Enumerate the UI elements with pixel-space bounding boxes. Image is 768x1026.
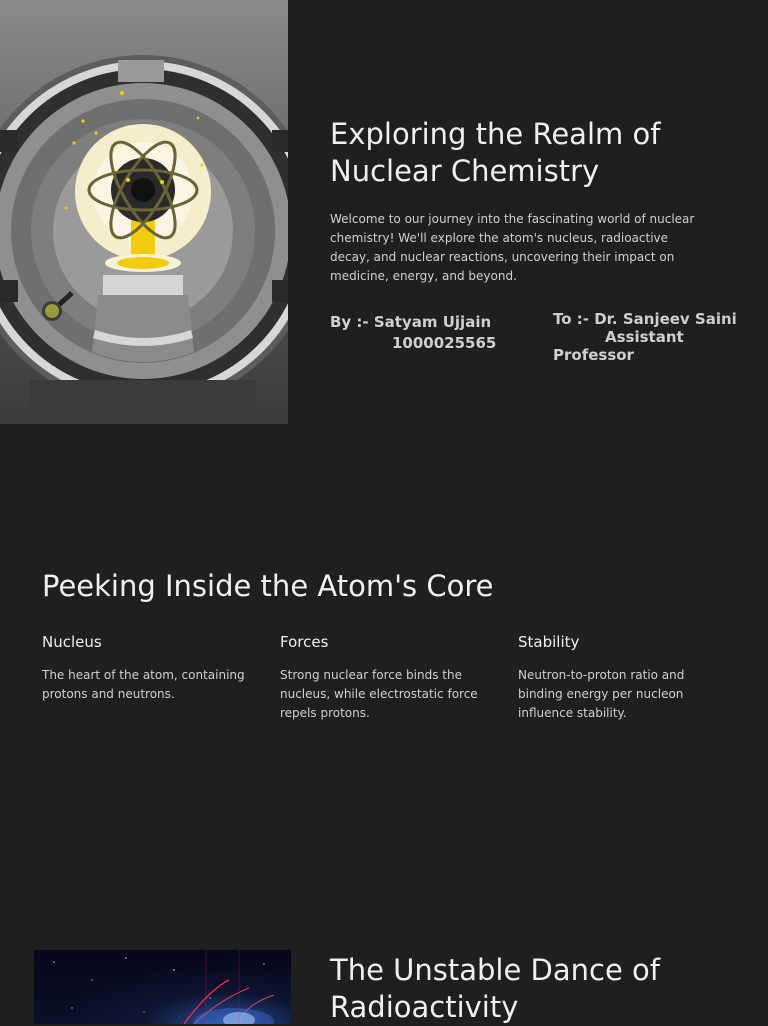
- author-name: By :- Satyam Ujjain: [330, 313, 492, 331]
- core-section-title: Peeking Inside the Atom's Core: [42, 569, 494, 603]
- card-text: Neutron-to-proton ratio and binding energy per nucleon influence stability.: [518, 668, 685, 720]
- card-forces: [280, 632, 490, 723]
- author-credit: [330, 312, 530, 354]
- card-stability: [518, 632, 728, 723]
- atom-lamp-icon: [0, 0, 288, 424]
- recipient-title: Professor: [553, 346, 634, 364]
- radioactivity-section-title: The Unstable Dance of Radioactivity: [330, 953, 660, 1024]
- recipient-credit: [553, 310, 763, 364]
- hero-title: Exploring the Realm of Nuclear Chemistry: [330, 117, 661, 188]
- card-heading: Forces: [280, 633, 329, 651]
- card-text: Strong nuclear force binds the nucleus, while electrostatic force repels protons.: [280, 668, 478, 720]
- card-text: The heart of the atom, containing protons and neutrons.: [42, 668, 245, 701]
- recipient-name: To :- Dr. Sanjeev Saini: [553, 310, 737, 328]
- author-roll-number: 1000025565: [392, 334, 497, 352]
- card-nucleus: [42, 632, 252, 704]
- space-scene-graphic: [34, 950, 291, 1024]
- space-explosion-image: [34, 950, 291, 1024]
- hero-intro: Welcome to our journey into the fascinating world of nuclear chemistry! We'll explore the atom's nucleus, radioactive decay, and nuclear reactions, uncovering their impact on medicine, energy, and beyond.: [330, 212, 695, 283]
- hero-illustration: [0, 0, 288, 424]
- card-heading: Nucleus: [42, 633, 102, 651]
- recipient-role: Assistant: [605, 328, 684, 346]
- card-heading: Stability: [518, 633, 580, 651]
